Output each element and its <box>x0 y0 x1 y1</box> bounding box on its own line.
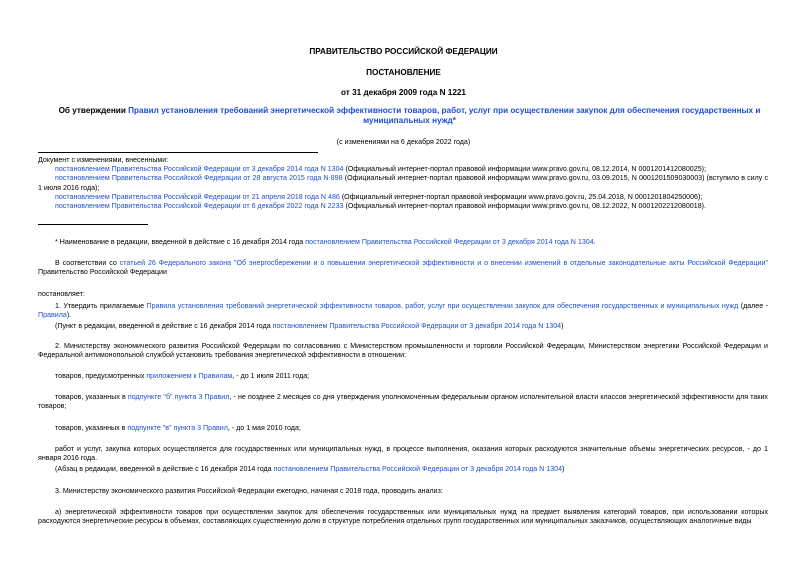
change-link-898[interactable]: постановлением Правительства Российской Федерации от 28 августа 2015 года N 898 <box>55 174 343 183</box>
changes-intro: Документ с изменениями, внесенными: <box>38 156 169 164</box>
clause-3: 3. Министерству экономического развития Российской Федерации ежегодно, начиная с 2018 года, проводить анализ: <box>55 487 443 495</box>
change-item: постановлением Правительства Российской Федерации от 6 декабря 2022 года N 2233 (Официальный интернет-портал правовой информации www.pravo.gov.ru, 08.12.2022, N 0001202212080018). <box>55 202 706 211</box>
clause-1: 1. Утвердить прилагаемые Правила установления требований энергетической эффективности товаров, работ, услуг при осуществлении закупок для обеспечения государственных и муниципальных нужд (далее - Правила). <box>38 302 768 320</box>
change-item: постановлением Правительства Российской Федерации от 28 августа 2015 года N 898 (Официальный интернет-портал правовой информации www.pravo.gov.ru, 03.09.2015, N 0001201509030003) (вступило в силу с 1 июля 2016 года); <box>38 174 768 192</box>
clause-3-item-a: а) энергетической эффективности товаров при осуществлении закупок для обеспечения государственных или муниципальных нужд на предмет выявления категорий товаров, при использовании которых расходуются энергетические ресурсы в объемах, составляющих существенную долю в структуре потребления отдельных групп государственных или муниципальных заказчиков, осуществляющих аналогичные виды <box>38 508 768 526</box>
title-rules-link[interactable]: Правил установления требований энергетической эффективности товаров, работ, услуг при осуществлении закупок для обеспечения государственных и муниципальных нужд* <box>128 106 761 125</box>
change-item: постановлением Правительства Российской Федерации от 21 апреля 2018 года N 486 (Официальный интернет-портал правовой информации www.pravo.gov.ru, 25.04.2018, N 0001201804250006); <box>55 192 703 201</box>
footnote: * Наименование в редакции, введенной в действие с 16 декабря 2014 года постановлением Правительства Российской Федерации от 3 декабря 2014 года N 1304. <box>55 238 596 246</box>
clause-1-note-link[interactable]: постановлением Правительства Российской Федерации от 3 декабря 2014 года N 1304 <box>272 322 562 330</box>
document-kind: ПОСТАНОВЛЕНИЕ <box>366 68 441 77</box>
clause-1-note: (Пункт в редакции, введенной в действие с 16 декабря 2014 года постановлением Правительства Российской Федерации от 3 декабря 2014 года N 1304) <box>55 322 564 330</box>
clause-2-item-b: товаров, указанных в подпункте "б" пункта 3 Правил, - не позднее 2 месяцев со дня утверждения уполномоченным федеральным органом исполнительной власти классов энергетической эффективности для таких товаров; <box>38 393 768 411</box>
clause-2-item-c: товаров, указанных в подпункте "в" пункта 3 Правил, - до 1 мая 2010 года; <box>55 424 301 432</box>
clause-2-note-link[interactable]: постановлением Правительства Российской Федерации от 3 декабря 2014 года N 1304 <box>273 465 563 473</box>
rules-link[interactable]: Правила установления требований энергетической эффективности товаров, работ, услуг при осуществлении закупок для обеспечения государственных и муниципальных нужд <box>146 302 739 310</box>
revision-note: (с изменениями на 6 декабря 2022 года) <box>336 138 471 146</box>
title-prefix: Об утверждении <box>58 106 129 115</box>
law-article-link[interactable]: статьей 26 Федерального закона "Об энергосбережении и о повышении энергетической эффективности и о внесении изменений в отдельные законодательные акты Российской Федерации" <box>119 259 768 267</box>
divider <box>38 224 148 225</box>
change-link-2233[interactable]: постановлением Правительства Российской Федерации от 6 декабря 2022 года N 2233 <box>55 202 344 211</box>
clause-2-item-d: работ и услуг, закупка которых осуществляется для государственных или муниципальных нужд, в процессе выполнения, оказания которых расходуются значительные объемы энергетических ресурсов, - до 1 января 2016 года. <box>38 445 768 463</box>
change-item: постановлением Правительства Российской Федерации от 3 декабря 2014 года N 1304 (Официальный интернет-портал правовой информации www.pravo.gov.ru, 08.12.2014, N 0001201412080025); <box>55 165 706 174</box>
rules-short-link[interactable]: Правила <box>38 311 67 320</box>
appendix-link[interactable]: приложением к Правилам <box>146 372 233 380</box>
document-date: от 31 декабря 2009 года N 1221 <box>341 88 466 97</box>
divider <box>38 152 318 153</box>
change-link-1304[interactable]: постановлением Правительства Российской Федерации от 3 декабря 2014 года N 1304 <box>55 165 344 174</box>
subclause-v-link[interactable]: подпункте "в" пункта 3 Правил <box>127 424 228 432</box>
footnote-link[interactable]: постановлением Правительства Российской Федерации от 3 декабря 2014 года N 1304 <box>305 238 594 246</box>
decides: постановляет: <box>38 290 85 298</box>
change-link-486[interactable]: постановлением Правительства Российской Федерации от 21 апреля 2018 года N 486 <box>55 192 340 201</box>
subclause-b-link[interactable]: подпункте "б" пункта 3 Правил <box>127 393 230 401</box>
clause-2-item-a: товаров, предусмотренных приложением к Правилам, - до 1 июля 2011 года; <box>55 372 310 380</box>
clause-2: 2. Министерству экономического развития Российской Федерации по согласованию с Министерством промышленности и торговли Российской Федерации, Министерством энергетики Российской Федерации и Федеральной антимонопольной службой установить требования энергетической эффективности в отношении: <box>38 342 768 360</box>
preamble: В соответствии со статьей 26 Федерального закона "Об энергосбережении и о повышении энергетической эффективности и о внесении изменений в отдельные законодательные акты Российской Федерации" Правительство Российской Федерации <box>38 259 768 277</box>
clause-2-note: (Абзац в редакции, введенной в действие с 16 декабря 2014 года постановлением Правительства Российской Федерации от 3 декабря 2014 года N 1304) <box>55 465 565 473</box>
changes-block <box>38 156 768 211</box>
document-title <box>52 106 767 126</box>
government-name: ПРАВИТЕЛЬСТВО РОССИЙСКОЙ ФЕДЕРАЦИИ <box>309 47 498 56</box>
